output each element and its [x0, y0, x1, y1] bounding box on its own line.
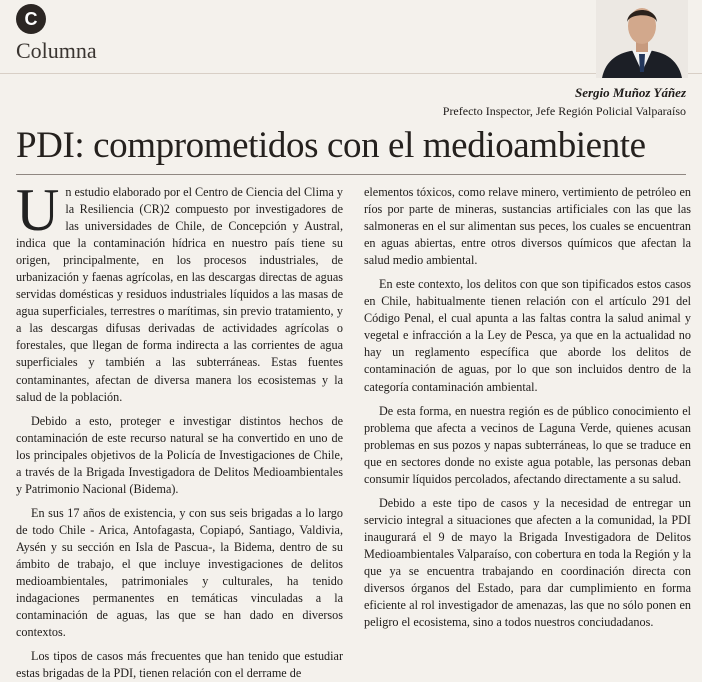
article-paragraph: De esta forma, en nuestra región es de público conocimiento el problema que afecta a vecinos de Laguna Verde, quienes acusan problemas en sus pozos y napas subterráneas, lo que se traduce en que en sectores donde no existe agua potable, las personas deban consumir líquidos percolados, afectando directamente a su salud.	[364, 403, 691, 486]
article-paragraph: Debido a este tipo de casos y la necesidad de entregar un servicio integral a situaciones que afecten a la comunidad, la PDI inaugurará el 9 de mayo la Brigada Investigadora de Delitos Medioambientales Valparaíso, con cobertura en toda la Región y la que ya se encuentra trabajando en coordinación directa con diversos órganos del Estado, para dar cumplimiento en forma eficiente al rol investigador de amenazas, las que no sólo ponen en peligro el ecosistema, sino a todos nuestros conciudadanos.	[364, 495, 691, 630]
article-paragraph: En sus 17 años de existencia, y con sus seis brigadas a lo largo de todo Chile - Arica, Antofagasta, Copiapó, Santiago, Valdivia, Aysén y su sección en Isla de Pascua-, la Bidema, dentro de su ámbito de trabajo, el que incluye investigaciones de delitos medioambientales, patrimoniales y culturales, ha tenido indagaciones permanentes en temáticas vinculadas a la contaminación de aguas, las que se han dado en diversos contextos.	[16, 505, 343, 640]
paragraph-text: n estudio elaborado por el Centro de Ciencia del Clima y la Resiliencia (CR)2 compuesto por investigadores de las universidades de Chile, de Concepción y Austral, indica que la contaminación hídrica en nuestro país tiene su origen, principalmente, en los procesos industriales, de urbanización y faenas agrícolas, en las descargas directas de aguas servidas domésticas y residuos industriales líquidos a las masas de agua superficiales, terrestres o marítimas, sin previo tratamiento, y a las descargas difusas derivadas de actividades agrícolas o forestales, que llegan de forma indirecta a las corrientes de agua superficiales y también a las subterráneas. Estas fuentes contaminantes, afectan de diversa manera los ecosistemas y la salud de la población.	[16, 185, 343, 404]
headline-rule	[16, 174, 686, 175]
article-paragraph: En este contexto, los delitos con que son tipificados estos casos en Chile, habitualmente tienen relación con el artículo 291 del Código Penal, el cual apunta a las faltas contra la salud animal y vegetal e infracción a la Ley de Pesca, ya que en la actualidad no hay un reglamento específica que aborde los delitos de contaminación de aguas, por lo que son incluidos dentro de la categoría contaminación ambiental.	[364, 277, 691, 394]
section-label: Columna	[16, 38, 97, 63]
author-role: Prefecto Inspector, Jefe Región Policial Valparaíso	[442, 104, 686, 118]
dropcap: U	[16, 177, 60, 243]
author-photo	[596, 0, 688, 78]
article-paragraph: elementos tóxicos, como relave minero, vertimiento de petróleo en ríos por parte de mineras, sustancias artificiales con las que las salmoneras en el sur alimentan sus peces, los cuales se encuentran en aguas abiertas, entre otros diversos químicos que afectan la salud medio ambiental.	[364, 185, 691, 268]
article-column-left	[16, 177, 343, 682]
article-headline: PDI: comprometidos con el medioambiente	[16, 125, 646, 166]
article-paragraph	[16, 177, 343, 406]
author-name: Sergio Muñoz Yáñez	[574, 85, 686, 100]
article-paragraph: Debido a esto, proteger e investigar distintos hechos de contaminación de este recurso natural se ha convertido en uno de los principales objetivos de la Policía de Investigaciones de Chile, a través de la Brigada Investigadora de Delitos Medioambientales y Patrimonio Nacional (Bidema).	[16, 413, 343, 496]
section-badge: C	[16, 4, 46, 34]
article-paragraph: Los tipos de casos más frecuentes que han tenido que estudiar estas brigadas de la PDI, tienen relación con el derrame de	[16, 649, 343, 681]
article-column-right	[364, 184, 691, 631]
